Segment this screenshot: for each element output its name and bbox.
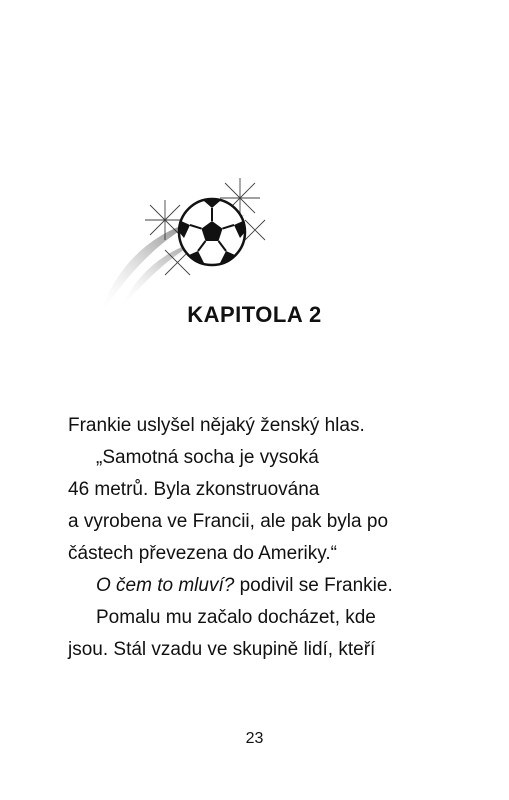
text-line <box>68 570 448 602</box>
text-line: jsou. Stál vzadu ve skupině lidí, kteří <box>68 639 376 660</box>
text-fragment: podivil se Frankie. <box>234 575 393 596</box>
text-line: Frankie uslyšel nějaký ženský hlas. <box>68 415 365 436</box>
text-line: částech převezena do Ameriky.“ <box>68 543 337 564</box>
chapter-body-text <box>68 410 448 666</box>
text-line: „Samotná socha je vysoká <box>96 447 319 468</box>
chapter-title: KAPITOLA 2 <box>187 302 322 327</box>
text-line: Pomalu mu začalo docházet, kde <box>96 607 376 628</box>
page-number: 23 <box>245 730 264 747</box>
text-line: a vyrobena ve Francii, ale pak byla po <box>68 511 389 532</box>
text-line: 46 metrů. Byla zkonstruována <box>68 479 320 500</box>
italic-thought: O čem to mluví? <box>96 575 235 596</box>
